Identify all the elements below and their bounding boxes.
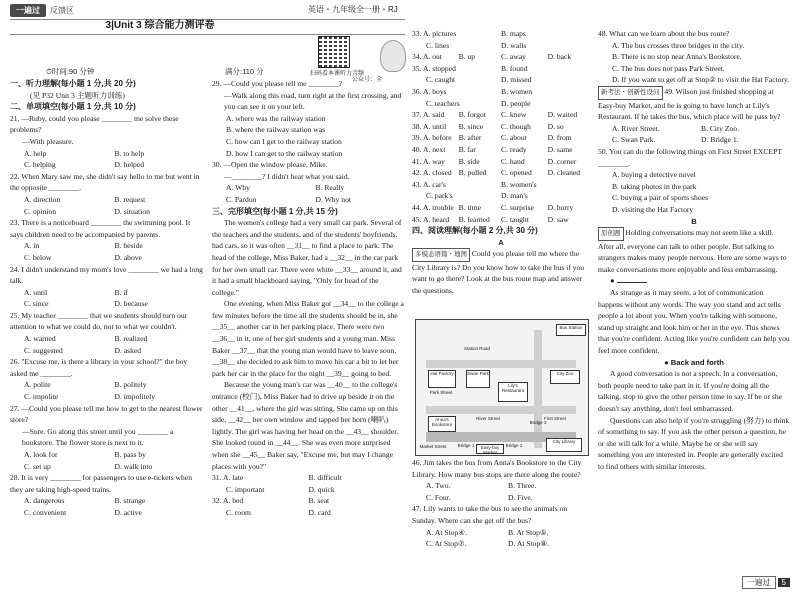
- passage-paragraph: Questions can also help if you're struggling (努力) to think of something to say. If you ask the other person a question, he or she will talk for a while. Maybe he or she will say something you are interested in. People are generally excited to find others with similar interests.: [598, 415, 790, 471]
- city-zoo: City Zoo: [550, 370, 580, 384]
- option[interactable]: A. Two.: [426, 481, 451, 491]
- option[interactable]: 32. A. bed: [212, 496, 244, 506]
- option[interactable]: 31. A. late: [212, 473, 244, 483]
- cloze-paragraph: The women's college had a very small car park. Several of the teachers and the students, and of the students' boyfriends, had cars, so it was often __31__ to find a place to park. The head of the college, Miss Baker, had a __32__ in the car park for her own small car. There were white __33__ around it, and it had a small blackboard saying, "Only for head of the college.": [212, 218, 402, 297]
- option[interactable]: B. found: [501, 63, 528, 73]
- option[interactable]: D. Five.: [508, 492, 533, 502]
- bridge-1: Bridge 1: [457, 443, 475, 448]
- option[interactable]: B. after: [458, 133, 482, 143]
- station-road-label: Station Road: [463, 346, 491, 351]
- option[interactable]: D. corner: [547, 156, 577, 166]
- passage-subheading: ● Back and forth: [664, 357, 724, 367]
- q25-options: [10, 333, 205, 356]
- option[interactable]: D. so: [547, 121, 564, 131]
- question-29-reply: —Walk along this road, turn right at the first crossing, and you can see it on your left.: [224, 90, 402, 112]
- question-48: 48. What can we learn about the bus route?: [598, 29, 730, 38]
- option[interactable]: D. people: [501, 98, 531, 108]
- river-street-label: River Street: [476, 416, 500, 421]
- hat-factory: Hat Factory: [428, 370, 456, 388]
- option[interactable]: B. seat: [308, 496, 330, 506]
- option[interactable]: A. warned: [24, 334, 56, 344]
- q46-options: [412, 480, 590, 503]
- passage-paragraph: A good conversation is not a speech. In a conversation, both people need to take part in it. If you're doing all the talking, stop to give the other person time to say. If he or she doesn't say anything, don't feel embarrassed.: [598, 369, 783, 413]
- option[interactable]: C. buying a pair of sports shoes: [612, 193, 708, 203]
- park-street-label: Park Street: [429, 390, 453, 395]
- footer-brand: 一遍过: [742, 576, 776, 589]
- option[interactable]: A. where was the railway station: [226, 113, 326, 123]
- road: [426, 360, 576, 368]
- option[interactable]: 45. A. heard: [412, 214, 450, 224]
- q36-options: [412, 86, 590, 109]
- option[interactable]: D. situation: [114, 206, 150, 216]
- option[interactable]: C. below: [24, 252, 52, 262]
- option[interactable]: B. women's: [501, 179, 537, 189]
- question-50: 50. You can do the following things on First Street EXCEPT ________.: [598, 146, 782, 168]
- option[interactable]: B. up: [458, 52, 476, 62]
- option[interactable]: D. because: [114, 299, 148, 309]
- option[interactable]: C. opened: [501, 168, 532, 178]
- question-tag: 多模态语篇・地图: [412, 248, 470, 262]
- option[interactable]: 39. A. before: [412, 133, 452, 143]
- option[interactable]: C. knew: [501, 110, 527, 120]
- question-21: 21. —Ruby, could you please ________ me solve these problems?: [10, 113, 179, 135]
- option[interactable]: D. from: [547, 133, 572, 143]
- bus-route-map: [415, 319, 589, 456]
- question-46: 46. Jim takes the bus from Anna's Bookstore to the City Library. How many bus stops are there along the route?: [412, 458, 582, 479]
- passage-label: A: [498, 237, 504, 247]
- qr-caption: 扫码看本课听力音频: [310, 71, 365, 77]
- option[interactable]: B. women: [501, 86, 533, 96]
- question-22: 22. When Mary saw me, she didn't say hello to me but went in the opposite ________.: [10, 171, 200, 193]
- column-2: [212, 78, 405, 519]
- option[interactable]: B. politely: [114, 380, 147, 390]
- question-47: 47. Lily wants to take the bus to see the animals on Sunday. Where can she get off the bus?: [412, 504, 568, 525]
- q32-options: [212, 495, 405, 518]
- bridge-2: Bridge 2: [505, 443, 523, 448]
- option[interactable]: C. since: [24, 299, 49, 309]
- option[interactable]: B. difficult: [308, 473, 342, 483]
- option[interactable]: B. City Zoo.: [701, 123, 739, 133]
- road: [426, 406, 576, 414]
- option[interactable]: A. help: [24, 148, 47, 158]
- q23-options: [10, 240, 205, 263]
- option[interactable]: D. helped: [114, 160, 145, 170]
- question-29: 29. —Could you please tell me ________?: [212, 79, 343, 88]
- q44-options: [412, 202, 590, 225]
- q28-options: [10, 495, 205, 518]
- page-title: 3|Unit 3 综合能力测评卷: [105, 20, 215, 31]
- option[interactable]: D. missed: [501, 75, 532, 85]
- option[interactable]: D. hurry: [547, 202, 574, 212]
- first-street-label: First Street: [543, 416, 566, 421]
- option[interactable]: C. suggested: [24, 345, 63, 355]
- question-21-reply: —With pleasure.: [22, 136, 74, 146]
- option[interactable]: B. There is no stop near Anna's Bookstore.: [612, 52, 742, 62]
- option[interactable]: D. If you want to get off at Stop② to visit the Hat Factory.: [612, 75, 790, 85]
- option[interactable]: A. River Street.: [612, 123, 660, 133]
- option[interactable]: C. about: [501, 133, 527, 143]
- option[interactable]: C. impolite: [24, 392, 59, 402]
- question-27-reply: —Sure. Go along this street until you ________ a bookstore. The flower store is next to it.: [22, 426, 174, 448]
- time-limit: ⏱时间:90 分钟: [46, 67, 95, 76]
- subject-label: 英语・九年级全一册・RJ: [308, 5, 398, 14]
- swan-park: Swan Park: [466, 370, 490, 388]
- option[interactable]: C. Four.: [426, 492, 451, 502]
- option[interactable]: C. park's: [426, 191, 453, 201]
- mascot-icon: [380, 40, 406, 72]
- question-30-reply: —________? I didn't hear what you said.: [224, 171, 350, 181]
- question-49: 49. Wilson just finished shopping at Easy-buy Market, and he is going to have lunch at Lily's Restaurant. If he takes the bus, which place will he pass by?: [598, 86, 781, 122]
- option[interactable]: A. polite: [24, 380, 51, 390]
- passage-label: B: [691, 216, 697, 226]
- q50-options: [598, 169, 790, 215]
- passage-paragraph: Holding conversations may not seem like a skill. After all, everyone can talk to other people. But talking to strangers makes many people nervous. Here are some ways to make conversations more enjoyable and less embarrassing.: [598, 228, 787, 274]
- anna-bookstore: Anna's Bookstore: [428, 416, 456, 432]
- option[interactable]: 33. A. pictures: [412, 29, 457, 38]
- option[interactable]: 34. A. out: [412, 52, 442, 62]
- option[interactable]: B. pass by: [114, 450, 146, 459]
- section-heading: 四、阅读理解(每小题 2 分,共 30 分): [412, 226, 538, 236]
- q43-options: [412, 179, 590, 202]
- option[interactable]: C. ready: [501, 144, 527, 154]
- header-left: [10, 4, 74, 16]
- option[interactable]: D. same: [547, 144, 573, 154]
- option[interactable]: C. teachers: [426, 98, 460, 108]
- question-tag: 原创题: [598, 227, 624, 241]
- q21-options: [10, 148, 205, 171]
- option[interactable]: C. lines: [426, 40, 450, 50]
- option[interactable]: D. quick: [308, 484, 335, 494]
- lily-restaurant: Lily's Restaurant: [498, 382, 528, 402]
- option[interactable]: B. pulled: [458, 168, 487, 178]
- q49-options: [598, 123, 790, 146]
- column-3-lower: [412, 457, 590, 550]
- q31-options: [212, 472, 405, 495]
- question-23: 23. There is a noticeboard ________ the swimming pool. It says children need to be accompanied by parents.: [10, 218, 191, 239]
- option[interactable]: B. to help: [114, 148, 145, 158]
- full-score: 满分:110 分: [225, 67, 264, 76]
- option[interactable]: D. walls: [501, 40, 527, 50]
- option[interactable]: 44. A. trouble: [412, 202, 454, 212]
- passage-paragraph: As strange as it may seem, a lot of communication happens without any words. The way you stand and act tells people a lot about you. When you're talking with someone, stand up straight and look him or her in the eye. This shows that you're confident. Acting like you're confident can help you feel more confident.: [598, 288, 790, 356]
- qr-code-icon[interactable]: [318, 36, 350, 68]
- q26-options: [10, 379, 205, 402]
- option[interactable]: D. impolitely: [114, 392, 155, 402]
- listening-note: (见 P32 Unit 3 主题听力训练): [30, 90, 125, 100]
- section-heading: 二、单项填空(每小题 1 分,共 10 分): [10, 102, 136, 112]
- option[interactable]: C. taught: [501, 214, 529, 224]
- easy-buy-market: Easy-buy Market: [476, 444, 504, 454]
- option[interactable]: D. Bridge 1.: [701, 135, 739, 145]
- option[interactable]: C. opinion: [24, 206, 57, 216]
- option[interactable]: B. learned: [458, 214, 490, 224]
- passage-intro: Could you please tell me where the City Library is? Do you know how to take the bus if you want to go there? Look at the bus route map and answer the questions.: [412, 249, 585, 296]
- option[interactable]: A. buying a detective novel: [612, 170, 696, 180]
- option[interactable]: C. surprise: [501, 202, 534, 212]
- option[interactable]: A. look for: [24, 450, 58, 459]
- column-3: [412, 28, 590, 297]
- option[interactable]: B. time: [458, 202, 481, 212]
- question-27: 27. —Could you please tell me how to get to the nearest flower store?: [10, 403, 203, 425]
- option[interactable]: B. beside: [114, 241, 143, 251]
- option[interactable]: D. active: [114, 507, 142, 517]
- page-number: 5: [778, 578, 790, 587]
- option[interactable]: A. At Stop④.: [426, 527, 467, 537]
- option[interactable]: B. realized: [114, 334, 148, 344]
- brand-logo: 一遍过: [10, 4, 46, 17]
- q47-options: [412, 527, 590, 550]
- option[interactable]: B. request: [114, 194, 146, 204]
- q30-options: [212, 182, 405, 205]
- option[interactable]: D. cleaned: [547, 168, 581, 178]
- option[interactable]: D. Why not: [315, 194, 352, 204]
- option[interactable]: D. asked: [114, 345, 142, 355]
- option[interactable]: C. how can I get to the railway station: [226, 136, 342, 146]
- option[interactable]: C. important: [226, 484, 265, 494]
- option[interactable]: A. dangerous: [24, 496, 65, 506]
- cloze-options: [412, 28, 590, 51]
- section-label: 反馈区: [50, 5, 74, 15]
- question-28: 28. It is very ________ for passengers to use e-tickets when they are taking high-speed trains.: [10, 473, 192, 494]
- option[interactable]: B. side: [458, 156, 480, 166]
- road: [534, 330, 542, 448]
- city-library: City Library: [546, 438, 582, 452]
- q34-options: [412, 51, 590, 63]
- option[interactable]: D. man's: [501, 191, 528, 201]
- question-24: 24. I didn't understand my mom's love ________ we had a long talk.: [10, 264, 203, 286]
- bridge-3: Bridge 3: [529, 420, 547, 425]
- section-heading: 一、听力理解(每小题 1 分,共 20 分): [10, 79, 136, 88]
- option[interactable]: D. visiting the Hat Factory: [612, 204, 694, 214]
- option[interactable]: B. taking photos in the park: [612, 181, 697, 191]
- option[interactable]: 41. A. way: [412, 156, 445, 166]
- option[interactable]: 38. A. until: [412, 121, 447, 131]
- page-footer: [742, 576, 790, 589]
- option[interactable]: A. until: [24, 287, 48, 297]
- column-4: [598, 28, 790, 473]
- option[interactable]: C. though: [501, 121, 531, 131]
- question-26: 26. "Excuse me, is there a library in your school?" the boy asked me ________.: [10, 357, 188, 378]
- option[interactable]: D. back: [547, 52, 572, 62]
- q22-options: [10, 194, 205, 217]
- option[interactable]: A. Why: [226, 183, 250, 193]
- qr-caption-2: 公众号：全: [352, 77, 383, 83]
- option[interactable]: 35. A. stopped: [412, 63, 456, 73]
- q27-options: [10, 449, 205, 472]
- section-heading: 三、完形填空(每小题 1 分,共 15 分): [212, 206, 338, 216]
- option[interactable]: C. caught: [426, 75, 456, 85]
- market-street-label: Market Street: [419, 444, 447, 449]
- q48-options: [598, 40, 790, 86]
- q24-options: [10, 287, 205, 310]
- cloze-paragraph: Because the young man's car was __40__ to the college's entrance (校门), Miss Baker had to drive up beside it on the other __41__, where the girl was sitting. She came up on this side, __42__ her own window and tapped her horn (喇叭) lightly. The girl was having her head on the __43__ shoulder. She looked round in __44__. She was even more surprised when she __45__ Baker say, "Excuse me, but may I change places with you?": [212, 380, 399, 471]
- option[interactable]: C. convenient: [24, 507, 67, 517]
- cloze-paragraph: One evening, when Miss Baker got __34__ to the college a few minutes before the time all the students should be in, she __35__ another car in her parking place. There were two __36__ in it, one of her girl students and a young man. Miss Baker __37__ that the young man would have to leave soon, __38__ she decided to ask him to move his car a bit to let her park her car in the place for the night __39__ going to bed.: [212, 299, 404, 378]
- option[interactable]: B. Really: [315, 183, 345, 193]
- option[interactable]: C. set up: [24, 461, 51, 471]
- column-1: [10, 78, 205, 519]
- option[interactable]: D. walk into: [114, 461, 153, 471]
- option[interactable]: 40. A. next: [412, 144, 446, 154]
- q29-options: [212, 113, 405, 159]
- question-30: 30. —Open the window please, Mike.: [212, 160, 328, 170]
- option[interactable]: A. in: [24, 241, 40, 251]
- option[interactable]: B. Three.: [508, 481, 537, 491]
- option[interactable]: 43. A. car's: [412, 179, 446, 189]
- option[interactable]: B. where the railway station was: [226, 125, 326, 135]
- option[interactable]: B. since: [458, 121, 484, 131]
- option[interactable]: A. The bus crosses three bridges in the city.: [612, 40, 745, 50]
- option[interactable]: B. At Stop⑤.: [508, 527, 549, 537]
- option[interactable]: B. strange: [114, 496, 146, 506]
- option[interactable]: D. At Stop⑧.: [508, 539, 549, 549]
- option[interactable]: D. above: [114, 252, 142, 262]
- option[interactable]: A. direction: [24, 194, 61, 204]
- option[interactable]: B. if: [114, 287, 129, 297]
- option[interactable]: 36. A. boys: [412, 86, 447, 96]
- option[interactable]: C. hand: [501, 156, 525, 166]
- option[interactable]: C. helping: [24, 160, 56, 170]
- option[interactable]: 42. A. closed: [412, 168, 452, 178]
- option[interactable]: D. how I can get to the railway station: [226, 148, 343, 158]
- option[interactable]: B. far: [458, 144, 476, 154]
- option[interactable]: C. Pardon: [226, 194, 257, 204]
- bus-station: Bus Station: [556, 324, 586, 336]
- option[interactable]: C. away: [501, 52, 526, 62]
- option[interactable]: B. maps: [501, 29, 526, 38]
- q37-options: [412, 109, 590, 179]
- question-tag: 新考法・创新性设问: [598, 86, 663, 100]
- option[interactable]: 37. A. said: [412, 110, 445, 120]
- q35-options: [412, 63, 590, 86]
- option[interactable]: D. saw: [547, 214, 569, 224]
- option[interactable]: C. room: [226, 507, 251, 517]
- option[interactable]: B. forgot: [458, 110, 486, 120]
- option[interactable]: C. The bus does not pass Park Street.: [612, 63, 725, 73]
- option[interactable]: C. Swan Park.: [612, 135, 656, 145]
- option[interactable]: D. card: [308, 507, 331, 517]
- question-25: 25. My teacher ________ that we students should turn our attention to what we could do, not to what we couldn't.: [10, 310, 188, 332]
- option[interactable]: C. At Stop⑦.: [426, 539, 467, 549]
- answer-blank[interactable]: [617, 282, 647, 283]
- option[interactable]: D. waited: [547, 110, 578, 120]
- passage-blank-heading: ●: [598, 275, 790, 287]
